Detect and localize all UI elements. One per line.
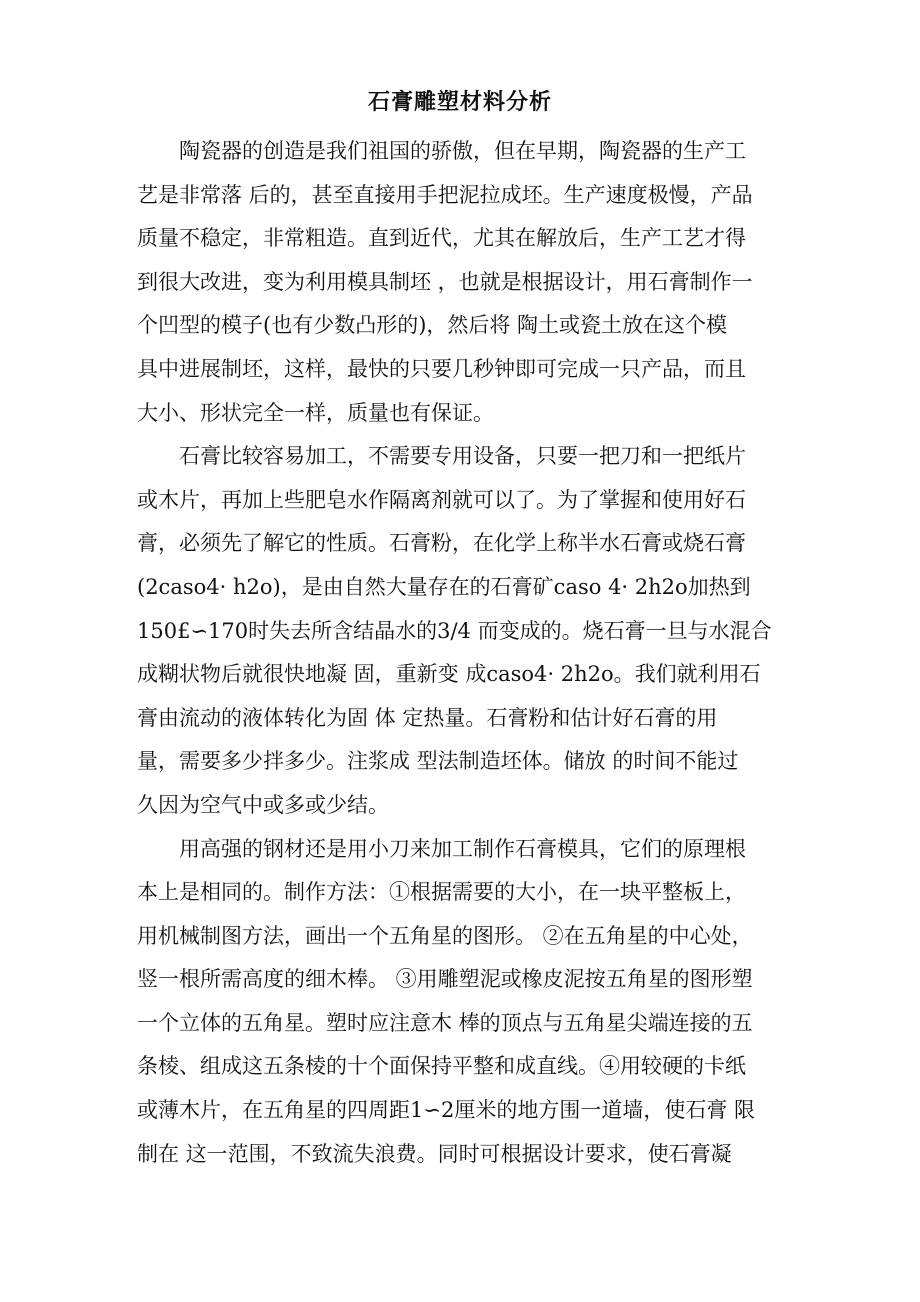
paragraph-3 [137,828,777,1177]
text-line: 大小、形状完全一样，质量也有保证。 [137,400,494,425]
text-line: 成糊状物后就很快地凝 固，重新变 成caso4· 2h2o。我们就利用石 [137,662,761,687]
text-line: 久因为空气中或多或少结。 [137,792,389,817]
text-line: 150£∽170时失去所含结晶水的3/4 而变成的。烧石膏一旦与水混合 [137,618,772,643]
document-title: 石膏雕塑材料分析 [367,89,552,115]
text-line: 本上是相同的。制作方法：①根据需要的大小，在一块平整板上， [137,880,746,905]
text-line: 或木片，再加上些肥皂水作隔离剂就可以了。为了掌握和使用好石 [137,487,746,512]
text-line: (2caso4· h2o)，是由自然大量存在的石膏矿caso 4· 2h2o加热到 [137,574,751,599]
text-line: 具中进展制坯，这样，最快的只要几秒钟即可完成一只产品，而且 [137,356,746,381]
text-line: 膏，必须先了解它的性质。石膏粉，在化学上称半水石膏或烧石膏 [137,531,746,556]
text-line: 陶瓷器的创造是我们祖国的骄傲，但在早期，陶瓷器的生产工 [137,139,746,163]
text-line: 膏由流动的液体转化为固 体 定热量。石膏粉和估计好石膏的用 [137,705,718,730]
text-line: 一个立体的五角星。塑时应注意木 棒的顶点与五角星尖端连接的五 [137,1010,753,1035]
text-line: 用高强的钢材还是用小刀来加工制作石膏模具，它们的原理根 [137,836,746,861]
text-line: 个凹型的模子(也有少数凸形的)，然后将 陶土或瓷土放在这个模 [137,313,728,338]
text-line: 质量不稳定，非常粗造。直到近代，尤其在解放后，生产工艺才得 [137,226,746,251]
text-line: 石膏比较容易加工，不需要专用设备，只要一把刀和一把纸片 [137,444,746,469]
text-line: 或薄木片，在五角星的四周距1∽2厘米的地方围一道墙，使石膏 限 [137,1098,755,1123]
text-line: 制在 这一范围，不致流失浪费。同时可根据设计要求，使石膏凝 [137,1141,732,1166]
text-line: 量，需要多少拌多少。注浆成 型法制造坯体。储放 的时间不能过 [137,749,739,774]
text-line: 艺是非常落 后的，甚至直接用手把泥拉成坯。生产速度极慢，产品 [137,182,753,207]
paragraph-1 [137,130,777,435]
text-line: 用机械制图方法，画出一个五角星的图形。 ②在五角星的中心处， [137,923,753,948]
text-line: 竖一根所需高度的细木棒。 ③用雕塑泥或橡皮泥按五角星的图形塑 [137,967,753,992]
paragraph-2 [137,435,777,827]
document-body [137,130,777,1176]
text-line: 条棱、组成这五条棱的十个面保持平整和成直线。④用较硬的卡纸 [137,1054,746,1079]
text-line: 到很大改进，变为利用模具制坯 ，也就是根据设计，用石膏制作一 [137,269,753,294]
